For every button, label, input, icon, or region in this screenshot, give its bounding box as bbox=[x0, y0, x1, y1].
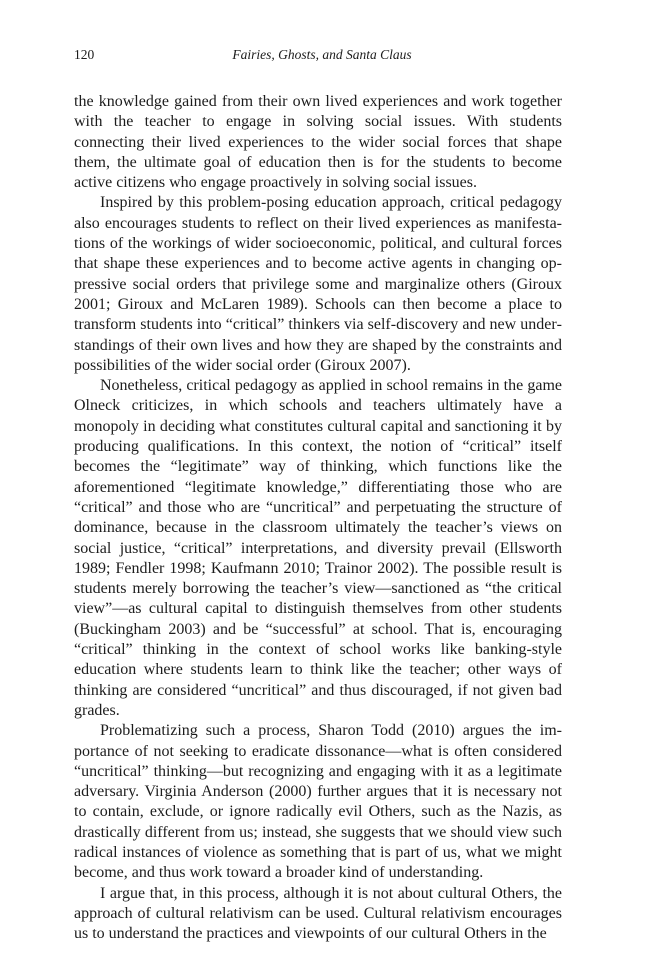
page-number: 120 bbox=[74, 47, 95, 62]
paragraph-3: Nonetheless, critical pedagogy as applied in school remains in the game Olneck criticizes, in which schools and teachers ultimately have a monopoly in deciding what constitutes cultural capital and sanctioning it by producing qualifications. In this context, the notion of “critical” itself becomes the “legitimate” way of thinking, which functions like the aforementioned “legitimate knowledge,” differentiating those who are “critical” and those who are “uncritical” and perpetuating the structure of dominance, because in the classroom ultimately the teacher’s views on social justice, “critical” interpretations, and diversity prevail (Ellsworth 1989; Fendler 1998; Kaufmann 2010; Trainor 2002). The possible result is students merely borrowing the teacher’s view—sanctioned as “the critical view”—as cultural capital to distinguish themselves from other students (Buckingham 2003) and be “successful” at school. That is, encouraging “critical” thinking in the context of school works like banking-style education where students learn to think like the teacher; other ways of thinking are considered “uncritical” and thus discouraged, if not given bad grades. bbox=[74, 377, 562, 719]
paragraph-5: I argue that, in this process, although it is not about cultural Others, the approach of cultural relativism can be used. Cultural relativism encourages us to understand the practices and viewpoints of our cultural Others in the bbox=[74, 884, 562, 943]
running-head bbox=[74, 44, 562, 66]
book-page bbox=[74, 44, 562, 944]
paragraph-4: Problematizing such a process, Sharon Todd (2010) argues the importance of not seeking to eradicate dissonance—what is often considered “uncritical” thinking—but recognizing and engaging with it as a legitimate adversary. Virginia Anderson (2000) further argues that it is necessary not to contain, exclude, or ignore radically evil Others, such as the Nazis, as drastically different from us; instead, she suggests that we should view such radical instances of violence as something that is part of us, what we might become, and thus work toward a broader kind of understanding. bbox=[74, 722, 562, 882]
body-text bbox=[74, 92, 562, 944]
paragraph-2: Inspired by this problem-posing education approach, critical pedagogy also encourages students to reflect on their lived experiences as manifestations of the workings of wider socioeconomic, political, and cultural forces that shape these experiences and to become active agents in changing oppressive social orders that privilege some and marginalize others (Giroux 2001; Giroux and McLaren 1989). Schools can then become a place to transform students into “critical” thinkers via self-discovery and new understandings of their own lives and how they are shaped by the constraints and possibilities of the wider social order (Giroux 2007). bbox=[74, 194, 562, 374]
running-title: Fairies, Ghosts, and Santa Claus bbox=[232, 47, 412, 62]
paragraph-1: the knowledge gained from their own lived experiences and work together with the teacher to engage in solving social issues. With students connecting their lived experiences to the wider social forces that shape them, the ultimate goal of education then is for the students to become active citizens who engage proactively in solving social issues. bbox=[74, 93, 562, 192]
